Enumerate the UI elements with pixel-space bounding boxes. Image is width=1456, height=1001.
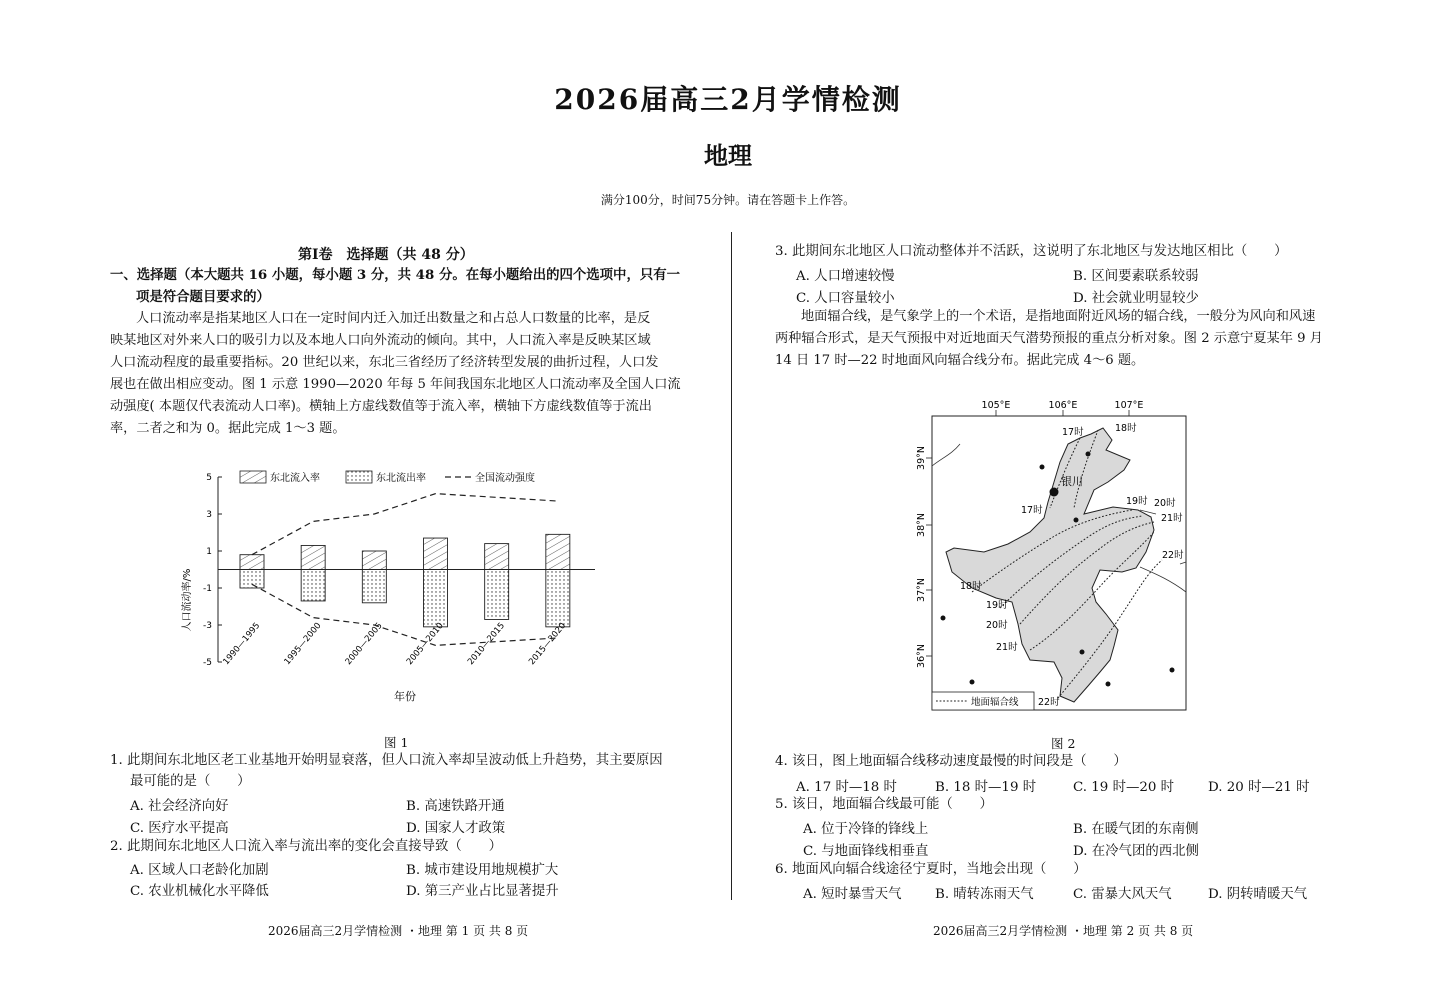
exam-title: 2026届高三2月学情检测 xyxy=(554,83,902,116)
section-title: 第Ⅰ卷 选择题（共 48 分） xyxy=(298,247,474,263)
q4-option-a[interactable]: A. 17 时—18 时 xyxy=(796,780,897,795)
passage-1-line: 展也在做出相应变动。图 1 示意 1990—2020 年每 5 年间我国东北地区人口流动率及全国人口流 xyxy=(110,377,681,392)
time-label: 19时 xyxy=(986,600,1008,611)
question-1-stem-cont: 最可能的是（ ） xyxy=(130,774,251,789)
time-label: 19时 xyxy=(1126,496,1148,507)
passage-1-line: 映某地区对外来人口的吸引力以及本地人口向外流动的倾向。其中，人口流入率是反映某区域 xyxy=(110,333,651,348)
y-axis-label: 人口流动率/% xyxy=(182,568,193,632)
q4-option-c[interactable]: C. 19 时—20 时 xyxy=(1073,780,1175,795)
x-tick-label: 2010—2015 xyxy=(466,621,507,668)
subject-title: 地理 xyxy=(704,141,752,170)
figure-1-chart xyxy=(170,462,610,712)
lon-label: 105°E xyxy=(981,400,1011,411)
y-tick-label: 1 xyxy=(206,547,212,557)
footer-left: 2026届高三2月学情检测 ・地理 第 1 页 共 8 页 xyxy=(268,924,529,938)
legend-inflow-label: 东北流入率 xyxy=(270,473,320,484)
bar-outflow xyxy=(546,570,570,627)
bar-inflow xyxy=(424,538,448,569)
time-label: 22时 xyxy=(1038,697,1060,708)
legend-outflow-swatch xyxy=(346,471,372,483)
question-4-stem: 4. 该日，图上地面辐合线移动速度最慢的时间段是（ ） xyxy=(775,754,1127,769)
q5-option-d[interactable]: D. 在冷气团的西北侧 xyxy=(1073,844,1199,859)
q5-option-b[interactable]: B. 在暖气团的东南侧 xyxy=(1073,822,1199,837)
passage-2-line: 地面辐合线，是气象学上的一个术语，是指地面附近风场的辐合线，一般分为风向和风速 xyxy=(801,309,1316,324)
national-intensity-lower-line xyxy=(252,584,558,645)
bar-inflow xyxy=(546,534,570,569)
legend-national-label: 全国流动强度 xyxy=(475,473,535,484)
x-axis-label: 年份 xyxy=(394,690,416,703)
section-instruction-2: 项是符合题目要求的） xyxy=(136,289,270,305)
map-legend-label: 地面辐合线 xyxy=(971,697,1019,708)
passage-1-line: 人口流动率是指某地区人口在一定时间内迁入加迁出数量之和占总人口数量的比率，是反 xyxy=(136,311,651,326)
bar-inflow xyxy=(240,555,264,570)
q3-option-a[interactable]: A. 人口增速较慢 xyxy=(796,269,895,284)
q6-option-c[interactable]: C. 雷暴大风天气 xyxy=(1073,887,1172,902)
lat-label: 39°N xyxy=(916,446,927,470)
question-6-stem: 6. 地面风向辐合线途径宁夏时，当地会出现（ ） xyxy=(775,862,1087,877)
q4-option-b[interactable]: B. 18 时—19 时 xyxy=(935,780,1037,795)
exam-note: 满分100分，时间75分钟。请在答题卡上作答。 xyxy=(600,193,856,207)
y-tick-label: -1 xyxy=(203,584,212,594)
bar-outflow xyxy=(485,570,509,620)
passage-2 xyxy=(775,306,1355,372)
q5-option-a[interactable]: A. 位于冷锋的锋线上 xyxy=(803,822,929,837)
q6-option-a[interactable]: A. 短时暴雪天气 xyxy=(803,887,902,902)
footer-right: 2026届高三2月学情检测 ・地理 第 2 页 共 8 页 xyxy=(933,924,1194,938)
q6-option-d[interactable]: D. 阴转晴暖天气 xyxy=(1208,887,1308,902)
x-tick-label: 2005—2010 xyxy=(404,621,446,668)
x-tick-label: 1990—1995 xyxy=(221,621,263,668)
q1-option-d[interactable]: D. 国家人才政策 xyxy=(406,821,506,836)
passage-2-line: 两种辐合形式，是天气预报中对近地面天气潜势预报的重点分析对象。图 2 示意宁夏某年 9 月 xyxy=(775,331,1323,346)
q6-option-b[interactable]: B. 晴转冻雨天气 xyxy=(935,887,1034,902)
lon-label: 106°E xyxy=(1048,400,1078,411)
question-2-stem: 2. 此期间东北地区人口流入率与流出率的变化会直接导致（ ） xyxy=(110,839,502,854)
time-label: 17时 xyxy=(1021,505,1043,516)
q5-option-c[interactable]: C. 与地面锋线相垂直 xyxy=(803,844,929,859)
legend-inflow-swatch xyxy=(240,471,266,483)
time-label: 20时 xyxy=(1154,498,1176,509)
passage-1-line: 动强度( 本题仅代表流动人口率)。横轴上方虚线数值等于流入率，横轴下方虚线数值等于流出 xyxy=(110,399,652,414)
q4-option-d[interactable]: D. 20 时—21 时 xyxy=(1208,780,1310,795)
lat-label: 37°N xyxy=(916,578,927,602)
bar-outflow xyxy=(301,570,325,601)
question-1-stem: 1. 此期间东北地区老工业基地开始明显衰落，但人口流入率却呈波动低上升趋势，其主要原因 xyxy=(110,753,663,768)
lon-label: 107°E xyxy=(1114,400,1144,411)
passage-2-line: 14 日 17 时—22 时地面风向辐合线分布。据此完成 4～6 题。 xyxy=(775,353,1145,368)
y-tick-label: -3 xyxy=(203,621,212,631)
national-intensity-upper-line xyxy=(252,494,558,555)
q2-option-c[interactable]: C. 农业机械化水平降低 xyxy=(130,884,269,899)
q1-option-a[interactable]: A. 社会经济向好 xyxy=(130,799,229,814)
time-label: 21时 xyxy=(996,642,1018,653)
legend-outflow-label: 东北流出率 xyxy=(376,473,426,484)
q1-option-b[interactable]: B. 高速铁路开通 xyxy=(406,799,505,814)
y-tick-label: 3 xyxy=(206,510,212,520)
section-instruction-1: 一、选择题（本大题共 16 小题，每小题 3 分，共 48 分。在每小题给出的四个选项中，只有一 xyxy=(110,267,681,283)
x-tick-label: 1995—2000 xyxy=(282,621,324,668)
x-tick-label: 2015—2020 xyxy=(527,621,569,668)
figure-1-caption: 图 1 xyxy=(384,735,409,750)
time-label: 18时 xyxy=(960,581,982,592)
time-label: 17时 xyxy=(1062,427,1084,438)
time-label: 21时 xyxy=(1161,513,1183,524)
y-tick-label: 5 xyxy=(206,473,212,483)
x-tick-label: 2000—2005 xyxy=(343,621,385,668)
q2-option-b[interactable]: B. 城市建设用地规模扩大 xyxy=(406,863,559,878)
question-5-stem: 5. 该日，地面辐合线最可能（ ） xyxy=(775,797,993,812)
bar-inflow xyxy=(362,551,386,570)
q3-option-d[interactable]: D. 社会就业明显较少 xyxy=(1073,291,1199,306)
figure-2-map xyxy=(908,392,1198,714)
lat-label: 36°N xyxy=(916,644,927,668)
bar-outflow xyxy=(424,570,448,627)
q1-option-c[interactable]: C. 医疗水平提高 xyxy=(130,821,229,836)
q2-option-d[interactable]: D. 第三产业占比显著提升 xyxy=(406,884,559,899)
bar-outflow xyxy=(240,570,264,589)
y-tick-label: -5 xyxy=(203,658,212,668)
time-label: 22时 xyxy=(1162,550,1184,561)
q3-option-b[interactable]: B. 区间要素联系较弱 xyxy=(1073,269,1199,284)
passage-1-line: 人口流动程度的最重要指标。20 世纪以来，东北三省经历了经济转型发展的曲折过程，人口发 xyxy=(110,355,659,370)
bar-outflow xyxy=(362,570,386,603)
column-divider xyxy=(731,232,732,900)
time-label: 18时 xyxy=(1115,423,1137,434)
passage-1 xyxy=(110,308,690,440)
q3-option-c[interactable]: C. 人口容量较小 xyxy=(796,291,895,306)
figure-2-caption: 图 2 xyxy=(1051,736,1076,751)
bar-inflow xyxy=(485,544,509,570)
yinchuan-dot xyxy=(1050,488,1059,497)
bar-inflow xyxy=(301,545,325,569)
question-3-stem: 3. 此期间东北地区人口流动整体并不活跃，这说明了东北地区与发达地区相比（ ） xyxy=(775,244,1288,259)
city-label: 银川 xyxy=(1061,475,1083,488)
time-label: 20时 xyxy=(986,620,1008,631)
passage-1-line: 率，二者之和为 0。据此完成 1～3 题。 xyxy=(110,421,346,436)
lat-label: 38°N xyxy=(916,513,927,537)
q2-option-a[interactable]: A. 区域人口老龄化加剧 xyxy=(130,863,269,878)
